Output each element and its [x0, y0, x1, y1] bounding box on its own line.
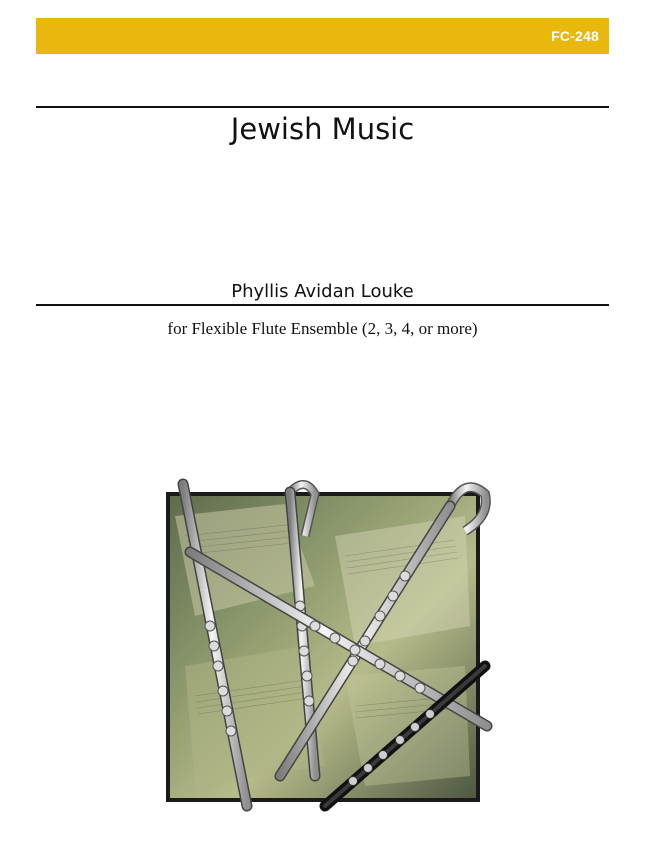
composer-name: Phyllis Avidan Louke: [231, 281, 414, 302]
top-rule: [36, 106, 609, 108]
cover-illustration: [165, 476, 495, 816]
catalog-code: FC-248: [551, 28, 599, 44]
composer-rule: [36, 304, 609, 306]
catalog-bar: [36, 18, 609, 54]
page-title: Jewish Music: [230, 112, 415, 146]
instrumentation: for Flexible Flute Ensemble (2, 3, 4, or more): [167, 319, 478, 338]
